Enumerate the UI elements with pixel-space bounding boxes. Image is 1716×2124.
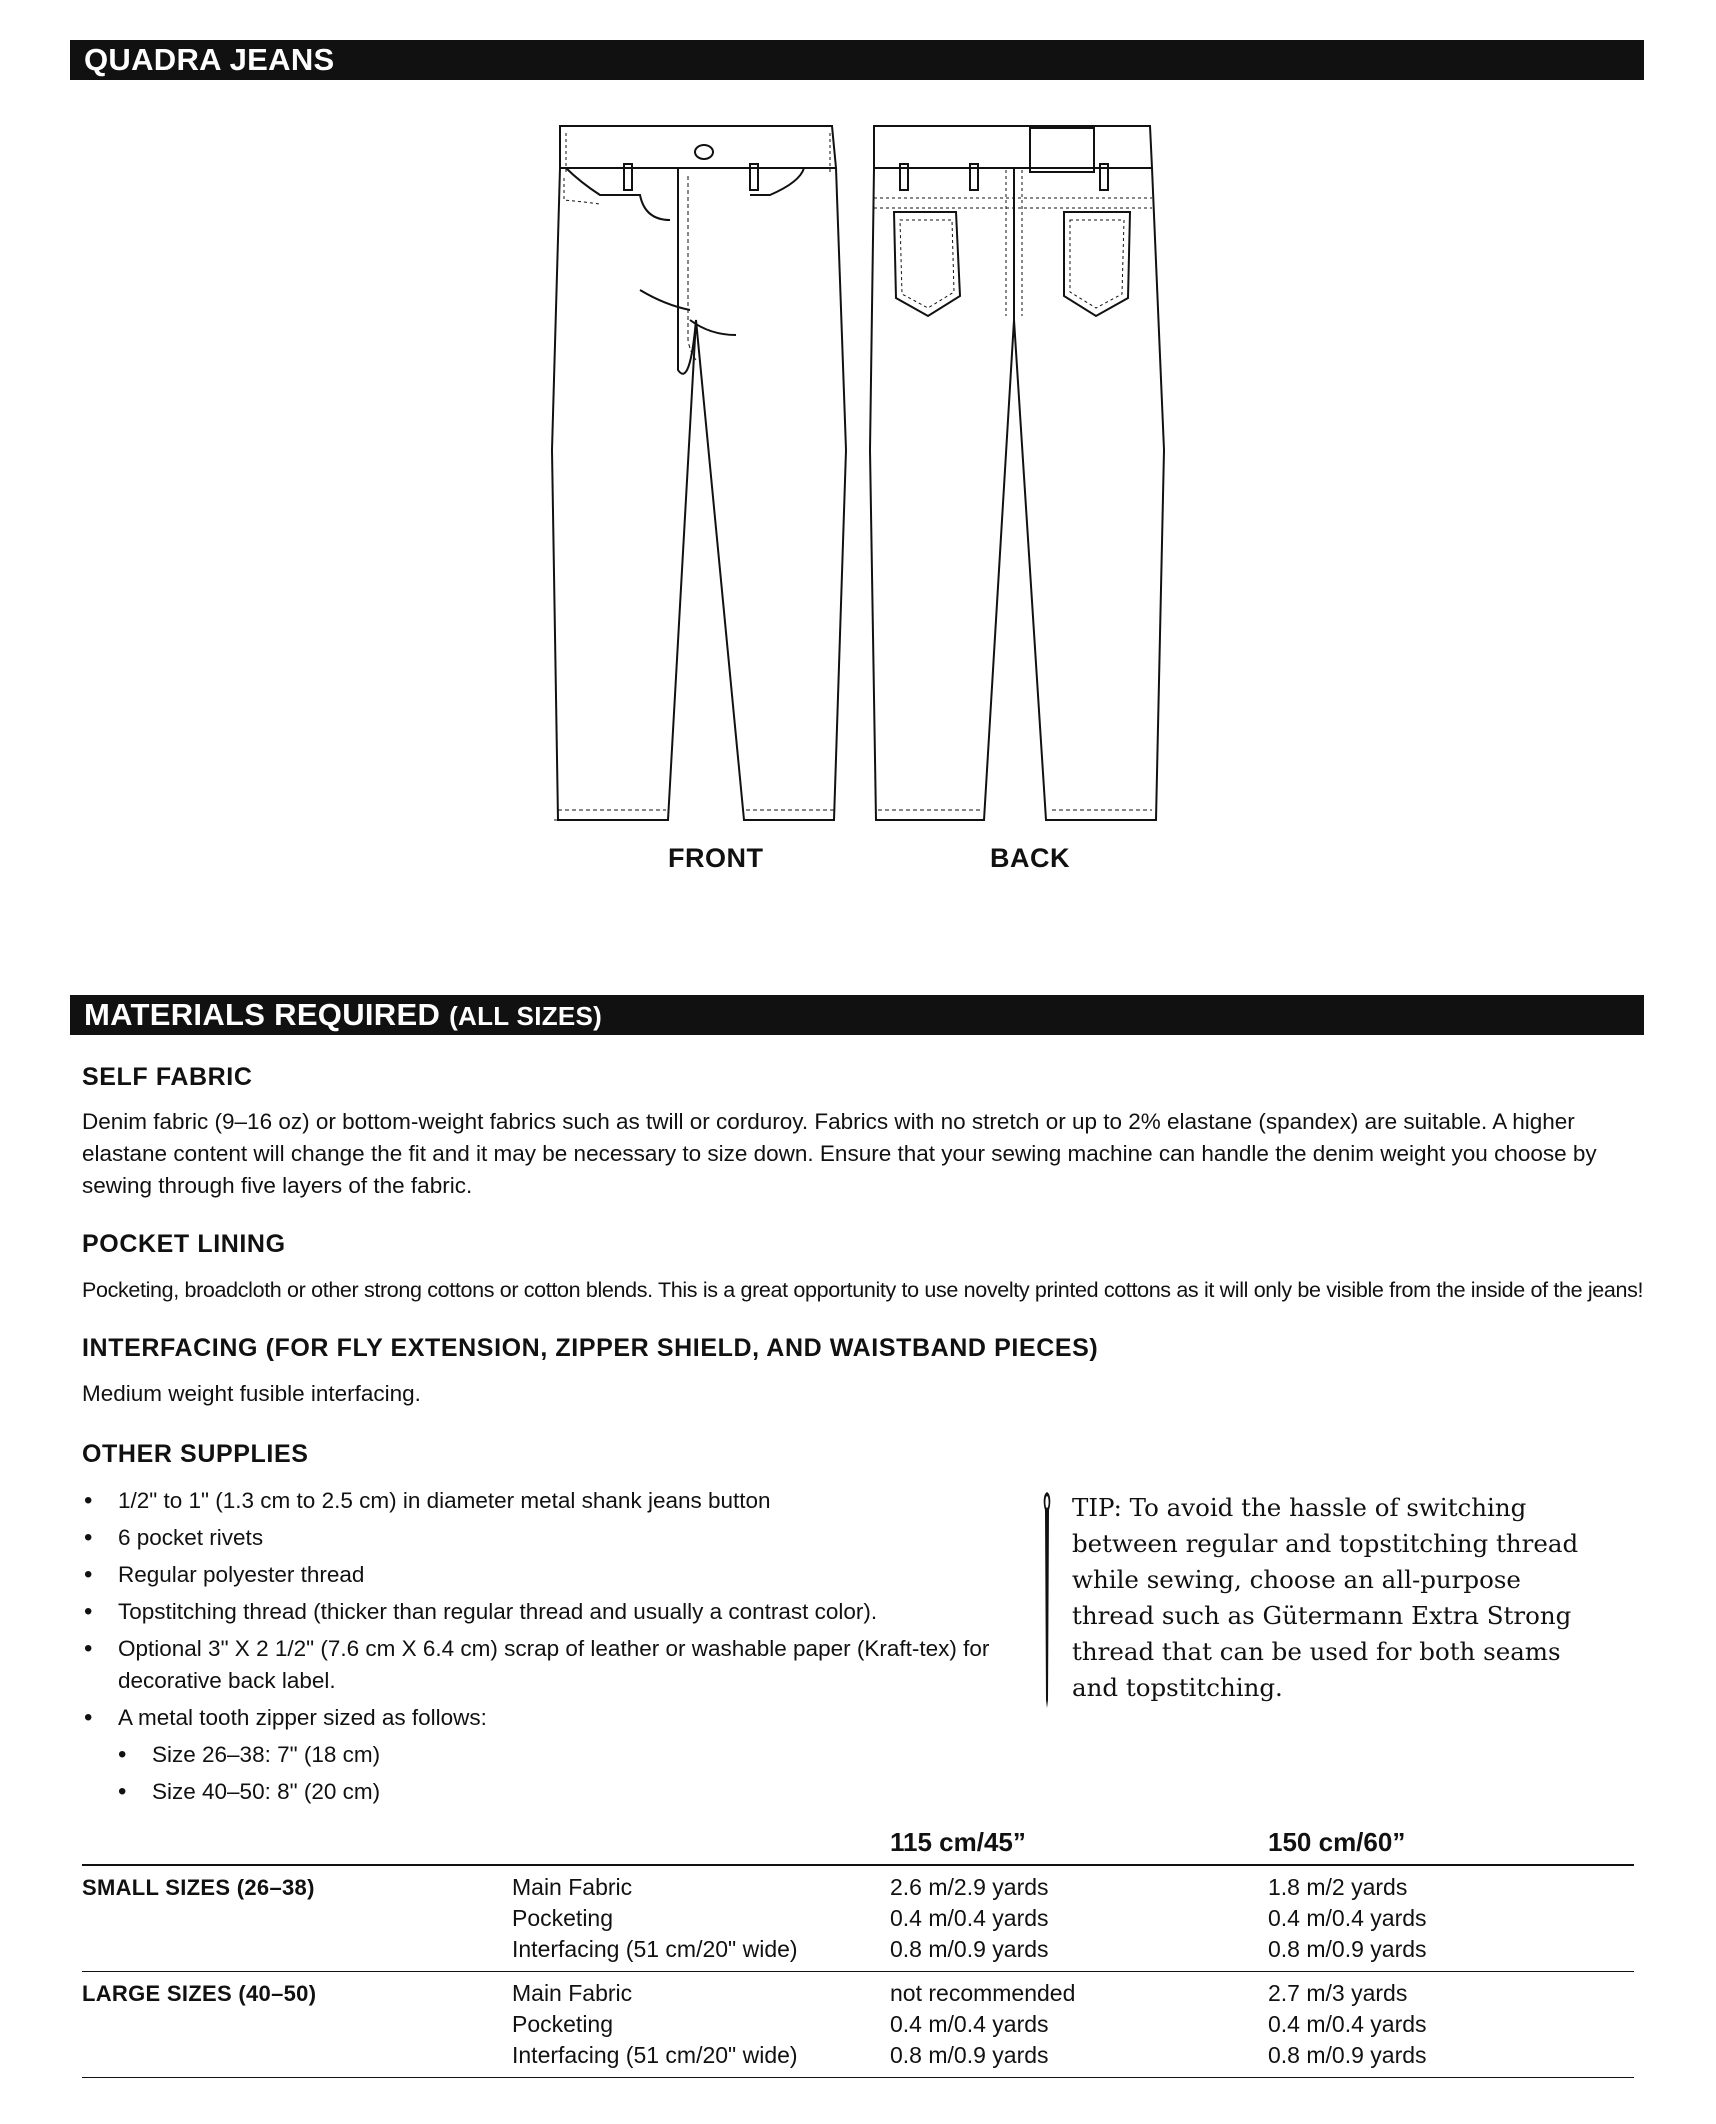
other-supplies-list	[82, 1485, 1022, 1813]
column-header	[512, 1820, 890, 1865]
yardage-value: 2.7 m/3 yards	[1268, 1980, 1408, 2006]
table-header-row	[82, 1820, 1634, 1865]
list-item: • 1/2" to 1" (1.3 cm to 2.5 cm) in diameter metal shank jeans button	[82, 1485, 1022, 1517]
front-label: FRONT	[668, 843, 764, 873]
yardage-value: 0.8 m/0.9 yards	[1268, 2042, 1427, 2068]
yardage-value: 0.8 m/0.9 yards	[1268, 1936, 1427, 1962]
item-label: Main Fabric	[512, 1980, 633, 2006]
back-label: BACK	[990, 843, 1070, 873]
page-title: QUADRA JEANS	[84, 42, 335, 77]
materials-title: MATERIALS REQUIRED	[84, 997, 441, 1032]
list-item: • Topstitching thread (thicker than regular thread and usually a contrast color).	[82, 1596, 1022, 1628]
item-cell	[512, 1972, 890, 2078]
list-item: • 6 pocket rivets	[82, 1522, 1022, 1554]
item-label: Pocketing	[512, 1905, 614, 1931]
yardage-value: 0.4 m/0.4 yards	[890, 2011, 1049, 2037]
item-label: Interfacing (51 cm/20" wide)	[512, 2042, 798, 2068]
self-fabric-text: Denim fabric (9–16 oz) or bottom-weight fabrics such as twill or corduroy. Fabrics with no stretch or up to 2% elastane (spandex) are suitable. A higher elastane content will change the fit and it may be necessary to size down. Ensure that your sewing machine can handle the denim weight you choose by sewing through five layers of the fabric.	[82, 1109, 1597, 1198]
materials-title-bar	[70, 995, 1644, 1035]
size-group-label: LARGE SIZES (40–50)	[82, 1972, 512, 2078]
pocket-lining-heading: POCKET LINING	[82, 1230, 286, 1258]
table-row	[82, 1865, 1634, 1972]
yardage-value: 0.8 m/0.9 yards	[890, 2042, 1049, 2068]
self-fabric-heading: SELF FABRIC	[82, 1063, 253, 1091]
item-label: Interfacing (51 cm/20" wide)	[512, 1936, 798, 1962]
needle-icon	[1040, 1490, 1054, 1710]
table-row	[82, 1972, 1634, 2078]
jeans-flat-sketch	[540, 120, 1180, 840]
w150-cell	[1268, 1865, 1634, 1972]
item-label: Main Fabric	[512, 1874, 633, 1900]
yardage-value: not recommended	[890, 1980, 1076, 2006]
w115-cell	[890, 1972, 1268, 2078]
w150-cell	[1268, 1972, 1634, 2078]
page-title-bar	[70, 40, 1644, 80]
yardage-value: 0.4 m/0.4 yards	[1268, 2011, 1427, 2037]
yardage-value: 2.6 m/2.9 yards	[890, 1874, 1049, 1900]
list-subitem: • Size 40–50: 8" (20 cm)	[82, 1776, 1022, 1808]
other-supplies-heading: OTHER SUPPLIES	[82, 1440, 309, 1468]
item-cell	[512, 1865, 890, 1972]
list-subitem: • Size 26–38: 7" (18 cm)	[82, 1739, 1022, 1771]
yardage-value: 1.8 m/2 yards	[1268, 1874, 1408, 1900]
yardage-value: 0.4 m/0.4 yards	[1268, 1905, 1427, 1931]
yardage-table	[82, 1820, 1634, 2078]
jeans-technical-drawing	[540, 120, 1180, 840]
interfacing-text: Medium weight fusible interfacing.	[82, 1381, 421, 1406]
tip-text: TIP: To avoid the hassle of switching between regular and topstitching thread while sewing, choose an all-purpose thread such as Gütermann Extra Strong thread that can be used for both seams and topstitching.	[1072, 1493, 1579, 1702]
column-header-115cm: 115 cm/45”	[890, 1820, 1268, 1865]
back-view	[870, 126, 1164, 820]
item-label: Pocketing	[512, 2011, 614, 2037]
list-item: • Optional 3" X 2 1/2" (7.6 cm X 6.4 cm) scrap of leather or washable paper (Kraft-tex) for decorative back label.	[82, 1633, 1018, 1697]
front-view	[552, 126, 846, 820]
list-item: • Regular polyester thread	[82, 1559, 1022, 1591]
list-item: • A metal tooth zipper sized as follows:	[82, 1702, 1022, 1734]
yardage-value: 0.8 m/0.9 yards	[890, 1936, 1049, 1962]
w115-cell	[890, 1865, 1268, 1972]
interfacing-heading: INTERFACING (FOR FLY EXTENSION, ZIPPER SHIELD, AND WAISTBAND PIECES)	[82, 1334, 1099, 1362]
materials-title-suffix: (ALL SIZES)	[449, 1001, 603, 1031]
pocket-lining-text: Pocketing, broadcloth or other strong cottons or cotton blends. This is a great opportunity to use novelty printed cottons as it will only be visible from the inside of the jeans!	[82, 1278, 1644, 1302]
column-header	[82, 1820, 512, 1865]
size-group-label: SMALL SIZES (26–38)	[82, 1865, 512, 1972]
column-header-150cm: 150 cm/60”	[1268, 1820, 1634, 1865]
yardage-value: 0.4 m/0.4 yards	[890, 1905, 1049, 1931]
